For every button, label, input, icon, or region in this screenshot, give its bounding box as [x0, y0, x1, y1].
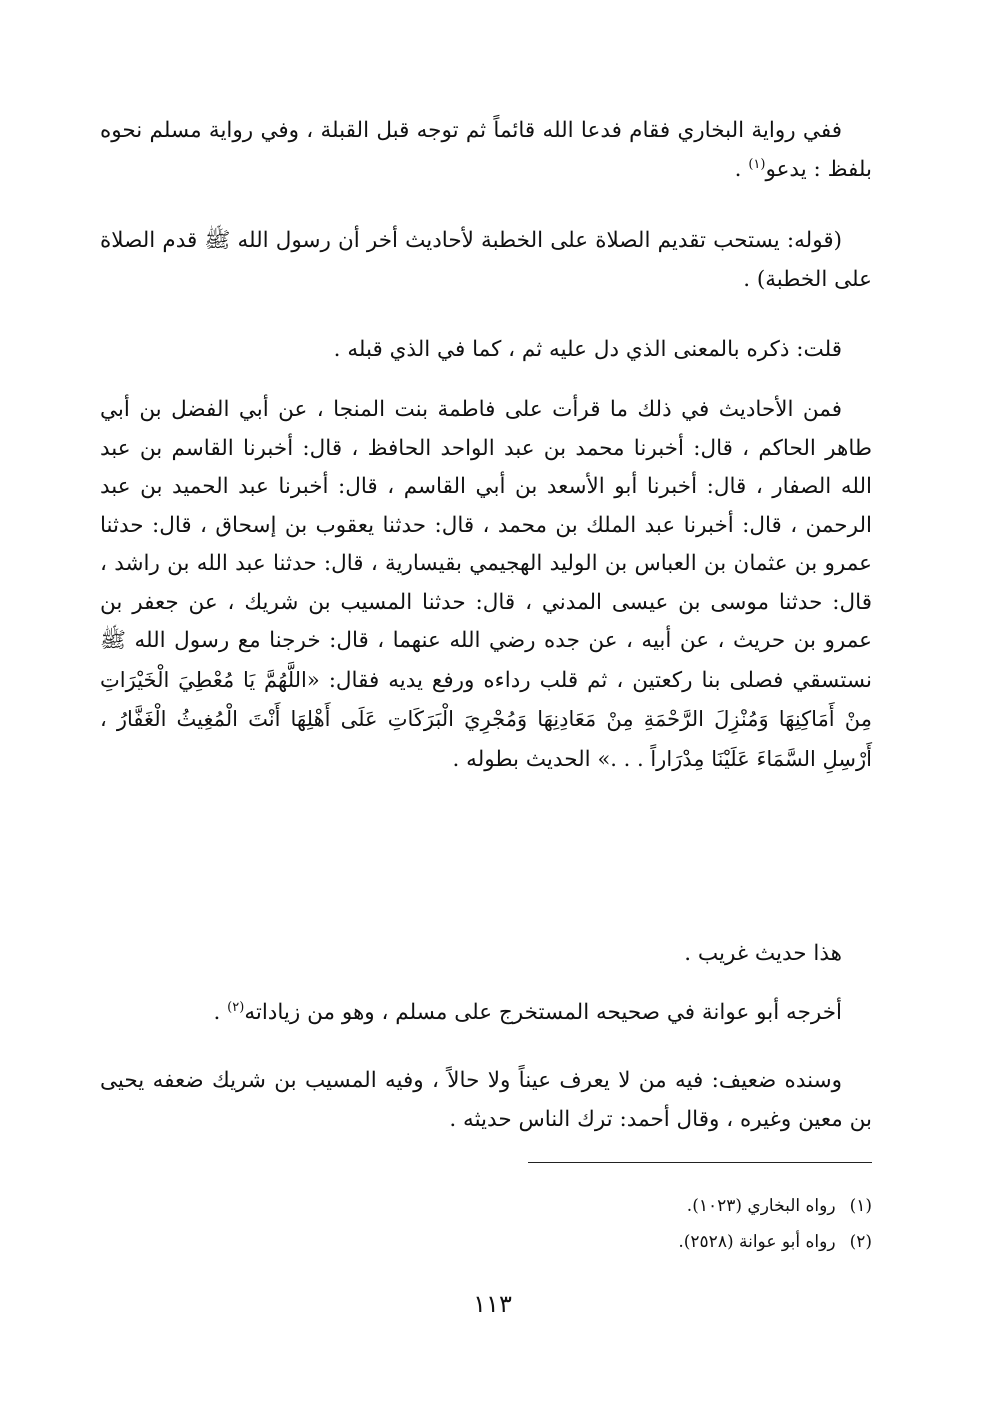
footnote-number: (٢): [849, 1232, 872, 1252]
paragraph-comment: قلت: ذكره بالمعنى الذي دل عليه ثم ، كما في الذي قبله .: [333, 337, 842, 362]
paragraph-text: أخرجه أبو عوانة في صحيحه المستخرج على مسلم ، وهو من زياداته: [244, 1000, 842, 1025]
footnote-2: [300, 1229, 872, 1255]
footnote-text: رواه أبو عوانة (٢٥٢٨).: [678, 1232, 836, 1252]
paragraph-chain-weakness: وسنده ضعيف: فيه من لا يعرف عيناً ولا حالاً ، وفيه المسيب بن شريك ضعفه يحيى بن معين وغيره ، وقال أحمد: ترك الناس حديثه .: [100, 1068, 872, 1132]
paragraph-quoted-statement: (قوله: يستحب تقديم الصلاة على الخطبة لأحاديث أخر أن رسول الله ﷺ قدم الصلاة على الخطبة) .: [100, 228, 872, 292]
paragraph-bukhari-narration: [100, 112, 872, 189]
paragraph-hadith-chain: [100, 391, 872, 779]
paragraph-takhrij: [100, 994, 872, 1033]
paragraph-text: ففي رواية البخاري فقام فدعا الله قائماً ثم توجه قبل القبلة ، وفي رواية مسلم نحوه بلفظ : يدعو: [100, 118, 872, 182]
hadith-end: الحديث بطوله .: [452, 746, 591, 772]
paragraph-grading: هذا حديث غريب .: [684, 941, 842, 966]
footnote-text: رواه البخاري (١٠٢٣).: [686, 1196, 836, 1216]
footnote-1: [300, 1193, 872, 1219]
footnote-marker-2: (٢): [227, 999, 245, 1015]
footnote-number: (١): [849, 1196, 872, 1216]
hadith-isnad: فمن الأحاديث في ذلك ما قرأت على فاطمة بنت المنجا ، عن أبي الفضل بن أبي طاهر الحاكم ، قال: أخبرنا محمد بن عبد الواحد الحافظ ، قال: أخبرنا القاسم بن عبد الله الصفار ، قال: أخبرنا أبو الأسعد بن أبي القاسم ، قال: أخبرنا عبد الحميد بن عبد الرحمن ، قال: أخبرنا عبد الملك بن محمد ، قال: حدثنا يعقوب بن إسحاق ، قال: حدثنا عمرو بن عثمان بن العباس بن الوليد الهجيمي بقيسارية ، قال: حدثنا عبد الله بن راشد ، قال: حدثنا موسى بن عيسى المدني ، قال: حدثنا المسيب بن شريك ، عن جعفر بن عمرو بن حريث ، عن أبيه ، عن جده رضي الله عنهما ، قال: خرجنا مع رسول الله ﷺ نستسقي فصلى بنا ركعتين ، ثم قلب رداءه ورفع يديه فقال:: [100, 397, 872, 693]
paragraph-end: .: [734, 156, 742, 182]
footnote-marker-1: (١): [748, 156, 766, 172]
page-number: ١١٣: [473, 1290, 512, 1318]
footnote-separator: [528, 1162, 872, 1163]
paragraph-end: .: [213, 1000, 221, 1025]
hadith-supplication-quote: «اللَّهُمَّ يَا مُعْطِيَ الْخَيْرَاتِ مِنْ أَمَاكِنِهَا وَمُنْزِلَ الرَّحْمَةِ مِنْ مَعَادِنِهَا وَمُجْرِيَ الْبَرَكَاتِ عَلَى أَهْلِهَا أَنْتَ الْمُغِيثُ الْغَفَّارُ ، أَرْسِلِ السَّمَاءَ عَلَيْنَا مِدْرَاراً . . .»: [100, 667, 872, 771]
